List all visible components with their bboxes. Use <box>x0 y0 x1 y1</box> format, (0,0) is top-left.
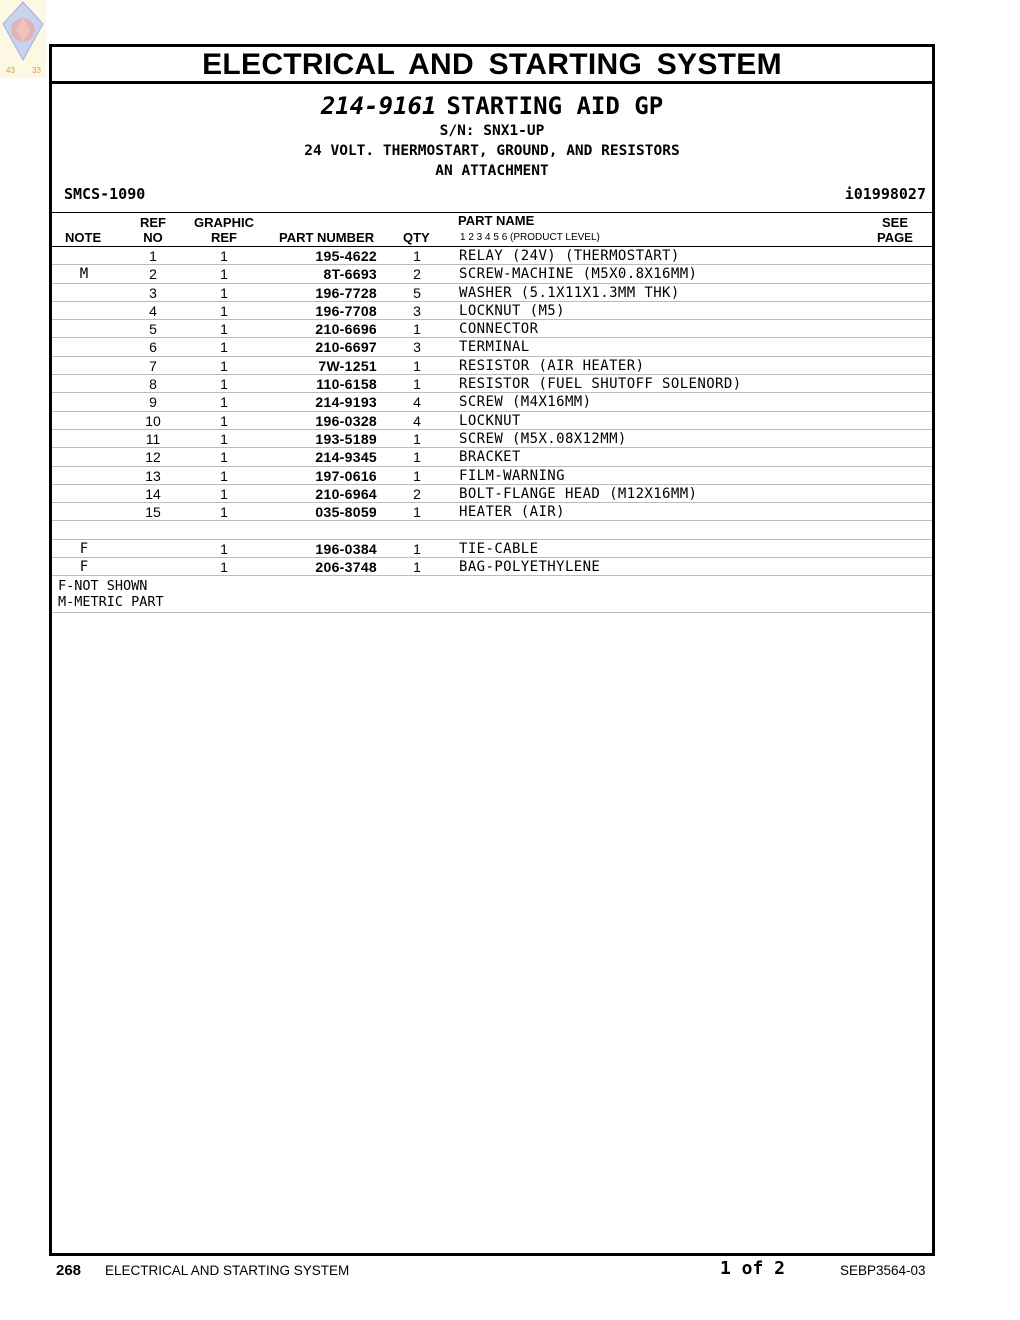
table-row <box>52 448 932 466</box>
page-title: ELECTRICAL AND STARTING SYSTEM <box>52 47 932 84</box>
row-part-name: SCREW (M4X16MM) <box>459 394 592 411</box>
row-note: M <box>79 266 89 283</box>
row-qty: 1 <box>413 504 421 521</box>
row-ref-no: 5 <box>149 321 157 338</box>
table-row <box>52 302 932 320</box>
row-qty: 5 <box>413 284 421 301</box>
row-part-number: 210-6697 <box>315 339 377 356</box>
group-number: 214-9161 <box>320 92 437 120</box>
page-number: 268 <box>56 1262 82 1279</box>
row-ref-no: 11 <box>145 430 161 447</box>
row-ref-no: 2 <box>149 266 157 283</box>
row-graphic-ref: 1 <box>220 430 228 447</box>
row-graphic-ref: 1 <box>220 559 228 576</box>
row-graphic-ref: 1 <box>220 449 228 466</box>
row-part-number: 197-0616 <box>315 467 377 484</box>
row-ref-no: 4 <box>149 302 157 319</box>
table-row <box>52 558 932 576</box>
row-part-name: LOCKNUT (M5) <box>459 302 565 319</box>
row-ref-no: 12 <box>145 449 161 466</box>
page-of: 1 of 2 <box>720 1258 786 1279</box>
table-row <box>52 320 932 338</box>
row-qty: 2 <box>413 485 421 502</box>
table-row <box>52 357 932 375</box>
svg-text:43: 43 <box>6 66 15 75</box>
row-part-name: RELAY (24V) (THERMOSTART) <box>459 248 680 264</box>
col-product-level: 1 2 3 4 5 6 (PRODUCT LEVEL) <box>460 232 600 243</box>
row-qty: 1 <box>413 449 421 466</box>
row-part-name: TERMINAL <box>459 339 530 356</box>
table-row <box>52 412 932 430</box>
col-part-name: PART NAME <box>458 213 535 228</box>
row-ref-no: 10 <box>145 412 161 429</box>
row-part-name: CONNECTOR <box>459 321 539 338</box>
row-qty: 4 <box>413 412 421 429</box>
col-ref-no: REF <box>140 215 166 230</box>
row-qty: 1 <box>413 467 421 484</box>
row-part-name: RESISTOR (FUEL SHUTOFF SOLENORD) <box>459 376 742 393</box>
row-part-number: 206-3748 <box>315 559 377 576</box>
col-graphic-ref-2: REF <box>211 230 237 245</box>
group-description: 24 VOLT. THERMOSTART, GROUND, AND RESISTORS <box>304 143 680 159</box>
row-part-name: WASHER (5.1X11X1.3MM THK) <box>459 284 680 301</box>
row-graphic-ref: 1 <box>220 339 228 356</box>
row-graphic-ref: 1 <box>220 284 228 301</box>
row-graphic-ref: 1 <box>220 376 228 393</box>
row-graphic-ref: 1 <box>220 302 228 319</box>
row-part-number: 8T-6693 <box>323 266 377 283</box>
row-part-number: 214-9193 <box>315 394 377 411</box>
row-qty: 2 <box>413 266 421 283</box>
row-ref-no: 8 <box>149 376 157 393</box>
row-part-number: 210-6964 <box>315 485 377 502</box>
row-part-name: BAG-POLYETHYLENE <box>459 559 601 576</box>
group-description-2: AN ATTACHMENT <box>435 163 549 179</box>
row-part-name: BOLT-FLANGE HEAD (M12X16MM) <box>459 485 698 502</box>
row-part-number: 196-0328 <box>315 412 377 429</box>
row-ref-no: 9 <box>149 394 157 411</box>
row-qty: 3 <box>413 339 421 356</box>
table-row <box>52 247 932 265</box>
col-ref-no-2: NO <box>143 230 163 245</box>
footer-section: ELECTRICAL AND STARTING SYSTEM <box>105 1263 350 1278</box>
row-graphic-ref: 1 <box>220 394 228 411</box>
row-graphic-ref: 1 <box>220 266 228 283</box>
col-part-number: PART NUMBER <box>279 230 375 245</box>
row-ref-no: 7 <box>149 357 157 374</box>
row-note: F <box>79 559 89 576</box>
row-graphic-ref: 1 <box>220 357 228 374</box>
row-part-number: 193-5189 <box>315 430 377 447</box>
row-graphic-ref: 1 <box>220 321 228 338</box>
row-part-number: 7W-1251 <box>318 357 377 374</box>
row-qty: 1 <box>413 357 421 374</box>
group-name: STARTING AID GP <box>446 92 664 120</box>
row-part-number: 210-6696 <box>315 321 377 338</box>
row-part-number: 195-4622 <box>315 248 377 264</box>
row-graphic-ref: 1 <box>220 248 228 264</box>
group-header <box>52 84 932 213</box>
serial-number: S/N: SNX1-UP <box>439 123 545 139</box>
row-part-name: FILM-WARNING <box>459 467 565 484</box>
row-part-number: 035-8059 <box>315 504 377 521</box>
row-graphic-ref: 1 <box>220 540 228 557</box>
table-row <box>52 467 932 485</box>
row-ref-no: 15 <box>145 504 161 521</box>
col-qty: QTY <box>403 230 430 245</box>
row-part-number: 196-7728 <box>315 284 377 301</box>
col-graphic-ref: GRAPHIC <box>194 215 254 230</box>
smcs-code: SMCS-1090 <box>64 185 146 203</box>
table-row <box>52 393 932 411</box>
row-qty: 4 <box>413 394 421 411</box>
row-part-number: 214-9345 <box>315 449 377 466</box>
row-ref-no: 13 <box>145 467 161 484</box>
col-see-page: SEE <box>881 215 908 230</box>
watermark-logo-icon <box>0 0 46 78</box>
column-headers <box>52 213 932 247</box>
row-qty: 3 <box>413 302 421 319</box>
table-row <box>52 503 932 521</box>
table-row <box>52 375 932 393</box>
row-part-name: HEATER (AIR) <box>459 504 565 521</box>
row-part-name: RESISTOR (AIR HEATER) <box>459 357 645 374</box>
document-number: SEBP3564-03 <box>840 1263 926 1278</box>
col-see-page-2: PAGE <box>877 230 913 245</box>
row-part-name: SCREW-MACHINE (M5X0.8X16MM) <box>459 266 698 283</box>
parts-list-frame <box>49 44 935 1256</box>
row-part-number: 110-6158 <box>316 376 377 393</box>
notes-legend <box>52 576 932 613</box>
parts-table <box>52 247 932 576</box>
table-row <box>52 485 932 503</box>
row-ref-no: 14 <box>145 485 161 502</box>
row-graphic-ref: 1 <box>220 467 228 484</box>
row-part-number: 196-0384 <box>315 540 377 557</box>
row-graphic-ref: 1 <box>220 485 228 502</box>
table-row <box>52 265 932 283</box>
row-note: F <box>79 540 89 557</box>
note-f: F-NOT SHOWN <box>58 578 148 595</box>
table-row <box>52 338 932 356</box>
table-row <box>52 540 932 558</box>
row-qty: 1 <box>413 248 421 264</box>
table-row <box>52 284 932 302</box>
row-qty: 1 <box>413 430 421 447</box>
table-row <box>52 430 932 448</box>
row-ref-no: 3 <box>149 284 157 301</box>
row-part-name: SCREW (M5X.08X12MM) <box>459 430 627 447</box>
table-row <box>52 521 932 539</box>
note-m: M-METRIC PART <box>58 594 164 611</box>
svg-text:33: 33 <box>32 66 41 75</box>
row-graphic-ref: 1 <box>220 412 228 429</box>
illustration-id: i01998027 <box>844 185 926 203</box>
row-ref-no: 1 <box>149 248 157 264</box>
row-part-name: LOCKNUT <box>459 412 521 429</box>
page-footer <box>0 1258 1020 1288</box>
row-qty: 1 <box>413 376 421 393</box>
row-part-name: BRACKET <box>459 449 521 466</box>
row-qty: 1 <box>413 540 421 557</box>
row-graphic-ref: 1 <box>220 504 228 521</box>
row-qty: 1 <box>413 321 421 338</box>
row-part-number: 196-7708 <box>315 302 377 319</box>
group-title <box>52 92 932 120</box>
row-qty: 1 <box>413 559 421 576</box>
row-part-name: TIE-CABLE <box>459 540 539 557</box>
row-ref-no: 6 <box>149 339 157 356</box>
col-note: NOTE <box>65 230 102 245</box>
